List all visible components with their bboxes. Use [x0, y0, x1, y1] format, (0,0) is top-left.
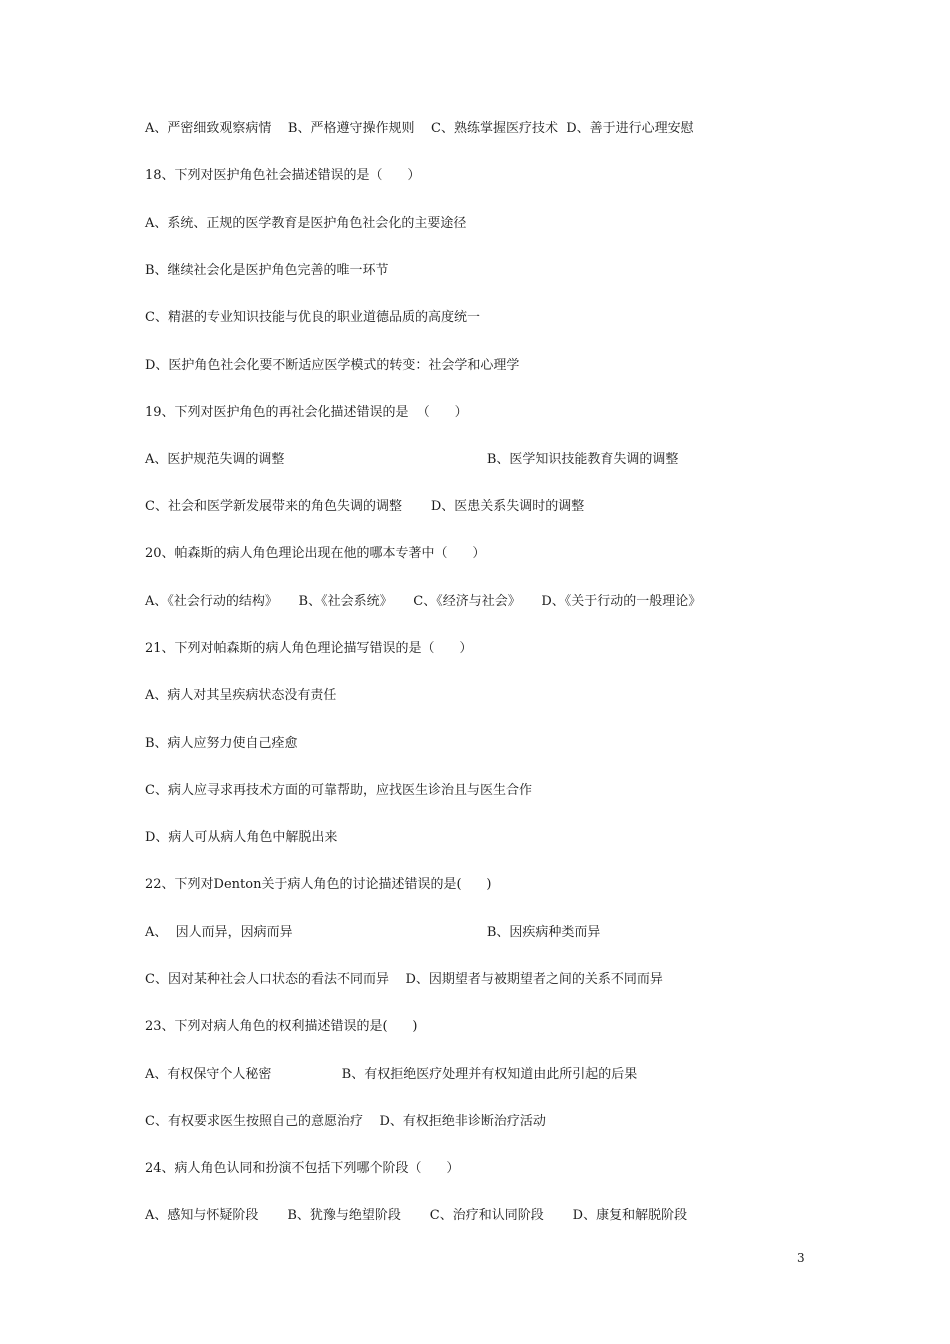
question-24: 24、病人角色认同和扮演不包括下列哪个阶段（ ）	[145, 1161, 460, 1176]
question-22: 22、下列对Denton关于病人角色的讨论描述错误的是( )	[145, 877, 492, 892]
option-19-cd: C、社会和医学新发展带来的角色失调的调整 D、医患关系失调时的调整	[145, 499, 585, 514]
option-22-ab: A、 因人而异，因病而异 B、因疾病种类而异	[145, 925, 601, 940]
question-21: 21、下列对帕森斯的病人角色理论描写错误的是（ ）	[145, 641, 473, 656]
option-23-ab: A、有权保守个人秘密 B、有权拒绝医疗处理并有权知道由此所引起的后果	[145, 1067, 638, 1082]
option-22-cd: C、因对某种社会人口状态的看法不同而异 D、因期望者与被期望者之间的关系不同而异	[145, 972, 663, 987]
question-19: 19、下列对医护角色的再社会化描述错误的是 （ ）	[145, 405, 468, 420]
option-18-b: B、继续社会化是医护角色完善的唯一环节	[145, 263, 389, 278]
option-21-d: D、病人可从病人角色中解脱出来	[145, 830, 338, 845]
option-21-c: C、病人应寻求再技术方面的可靠帮助，应找医生诊治且与医生合作	[145, 783, 532, 798]
option-line-17: A、严密细致观察病情 B、严格遵守操作规则 C、熟练掌握医疗技术 D、善于进行心理安慰	[145, 121, 694, 136]
question-23: 23、下列对病人角色的权利描述错误的是( )	[145, 1019, 418, 1034]
option-18-a: A、系统、正规的医学教育是医护角色社会化的主要途径	[145, 216, 467, 231]
page-number: 3	[797, 1251, 805, 1265]
option-18-c: C、精湛的专业知识技能与优良的职业道德品质的高度统一	[145, 310, 480, 325]
option-21-a: A、病人对其呈疾病状态没有责任	[145, 688, 337, 703]
option-20: A、《社会行动的结构》 B、《社会系统》 C、《经济与社会》 D、《关于行动的一般理论》	[145, 594, 702, 609]
option-24: A、感知与怀疑阶段 B、犹豫与绝望阶段 C、治疗和认同阶段 D、康复和解脱阶段	[145, 1208, 688, 1223]
option-18-d: D、医护角色社会化要不断适应医学模式的转变：社会学和心理学	[145, 358, 520, 373]
option-19-ab: A、医护规范失调的调整 B、医学知识技能教育失调的调整	[145, 452, 679, 467]
question-20: 20、帕森斯的病人角色理论出现在他的哪本专著中（ ）	[145, 546, 486, 561]
question-18: 18、下列对医护角色社会描述错误的是（ ）	[145, 168, 421, 183]
option-23-cd: C、有权要求医生按照自己的意愿治疗 D、有权拒绝非诊断治疗活动	[145, 1114, 546, 1129]
option-21-b: B、病人应努力使自己痊愈	[145, 736, 298, 751]
